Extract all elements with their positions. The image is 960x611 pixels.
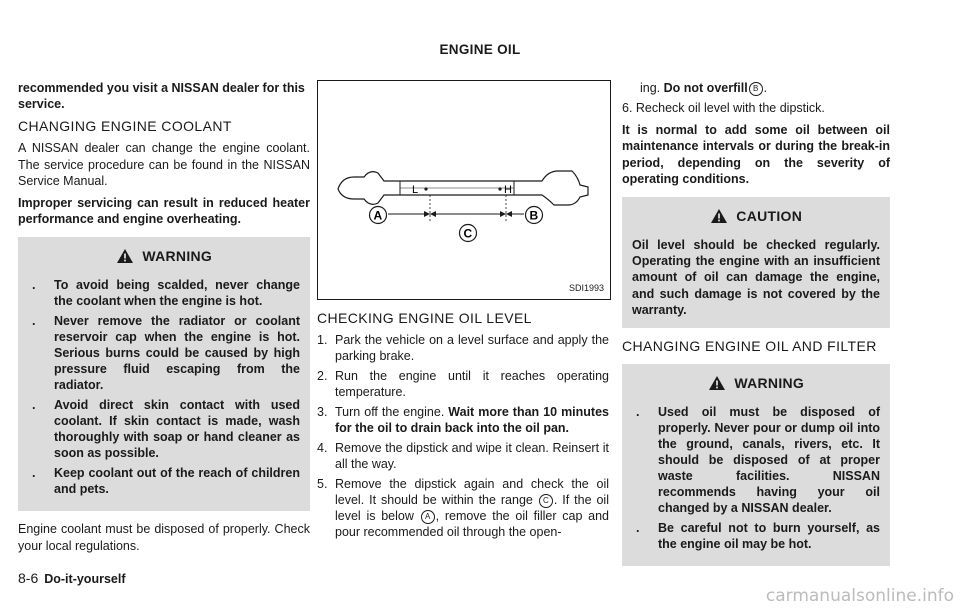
list-item: 1. Park the vehicle on a level surface and apply the parking brake. [317,333,609,363]
caution-box [622,197,890,328]
section-heading-oil-filter: CHANGING ENGINE OIL AND FILTER [622,338,877,355]
list-item: . Keep coolant out of the reach of children and pets. [32,466,300,497]
caution-header [632,207,880,225]
warning-title: WARNING [734,374,805,391]
list-item: 5. Remove the dipstick again and check the oil level. It should be within the range C . If the oil level is below A , remove the oil filler cap and pour recommended oil through the open- [317,477,610,539]
dipstick-figure [317,80,611,300]
list-item: 2. Run the engine until it reaches operating temperature. [317,369,609,399]
list-item: 3. Turn off the engine. Wait more than 10 minutes for the oil to drain back into the oil pan. [317,405,609,435]
page-number: 8-6 [18,570,39,586]
callout-b-inline: B [749,82,763,96]
caution-title: CAUTION [736,207,803,224]
list-item: . Used oil must be disposed of properly. Never pour or dump oil into the ground, canals, rivers, etc. It should be disposed of at proper waste facilities. NISSAN recommends having your oil changed by a NISSAN dealer. [636,405,880,516]
section-name: Do-it-yourself [44,572,126,586]
coolant-paragraph-2: Improper servicing can result in reduced heater performance and engine overheating. [18,196,310,227]
warning-box-coolant [18,237,310,511]
column-3 [622,80,890,576]
callout-a-label: A [373,208,383,223]
list-item: . Avoid direct skin contact with used coolant. If skin contact is made, wash thoroughly with soap or hand cleaner as soon as possible. [32,398,300,461]
list-item: . To avoid being scalded, never change the coolant when the engine is hot. [32,278,300,309]
column-2 [317,80,609,544]
step-6: 6. Recheck oil level with the dipstick. [622,101,825,115]
dot-mark [424,187,427,190]
page-title: ENGINE OIL [439,42,521,57]
column-1 [18,80,310,560]
list-item: 4. Remove the dipstick and wipe it clean. Reinsert it all the way. [317,441,609,471]
mark-h: H [504,184,512,196]
warning-icon [708,375,726,391]
watermark: carmanualsonline.info [765,586,954,606]
page-footer [18,570,125,586]
oil-note: It is normal to add some oil between oil maintenance intervals or during the break-in period, depending on the severity of operating conditions. [622,123,890,186]
mark-l: L [412,184,419,196]
list-item: . Never remove the radiator or coolant reservoir cap when the engine is hot. Serious burns could be caused by high pressure fluid escaping from the radiator. [32,314,300,393]
coolant-paragraph-3: Engine coolant must be disposed of properly. Check your local regulations. [18,522,310,553]
warning-title: WARNING [142,248,213,265]
callout-c-label: C [463,226,473,241]
callout-c-inline: C [539,494,553,508]
warning-header [28,247,300,265]
list-item-continuation: ing. Do not overfill B . [640,81,768,95]
caution-text: Oil level should be checked regularly. Operating the engine with an insufficient amount of oil can damage the engine, and such damage is not covered by the warranty. [632,238,880,317]
coolant-paragraph-1: A NISSAN dealer can change the engine coolant. The service procedure can be found in the NISSAN Service Manual. [18,141,310,188]
section-heading-coolant: CHANGING ENGINE COOLANT [18,118,232,135]
dipstick-diagram [318,81,610,299]
figure-code: SDI1993 [568,283,604,293]
warning-box-oil [622,364,890,566]
list-item: . Be careful not to burn yourself, as the engine oil may be hot. [636,521,880,552]
warning-header [632,374,880,392]
callout-b-label: B [529,208,539,223]
intro-text: recommended you visit a NISSAN dealer for this service. [18,81,305,112]
section-heading-oil-level: CHECKING ENGINE OIL LEVEL [317,310,532,326]
dot-mark [498,187,501,190]
warning-icon [116,248,134,264]
callout-a-inline: A [421,510,435,524]
caution-icon [710,208,728,224]
